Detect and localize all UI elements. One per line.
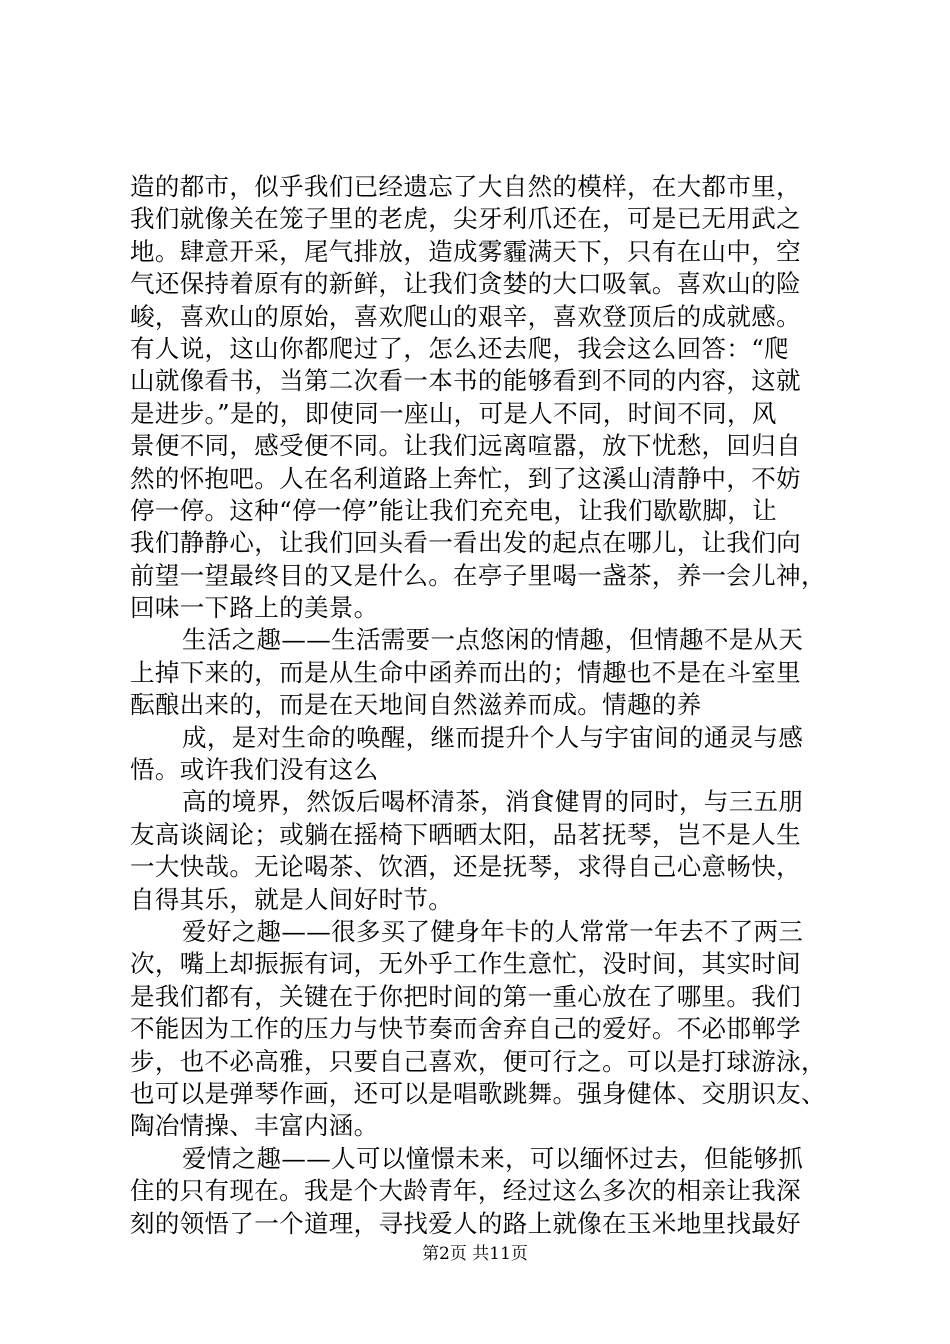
text-line: 次，嘴上却振振有词，无外乎工作生意忙，没时间，其实时间 bbox=[130, 949, 801, 979]
text-line: 停一停。这种“停一停”能让我们充充电，让我们歇歇脚，让 bbox=[130, 495, 777, 525]
text-line: 也可以是弹琴作画，还可以是唱歌跳舞。强身健体、交朋识友、 bbox=[130, 1078, 826, 1108]
text-line: 气还保持着原有的新鲜，让我们贪婪的大口吸氧。喜欢山的险 bbox=[130, 269, 801, 299]
text-line: 景便不同，感受便不同。让我们远离喧嚣，放下忧愁，回归自 bbox=[130, 431, 801, 461]
text-line: 然的怀抱吧。人在名利道路上奔忙，到了这溪山清静中，不妨 bbox=[130, 463, 801, 493]
body-text bbox=[130, 171, 830, 1240]
text-line: 前望一望最终目的又是什么。在亭子里喝一盏茶，养一会儿神， bbox=[130, 560, 826, 590]
text-line: 酝酿出来的，而是在天地间自然滋养而成。情趣的养 bbox=[130, 690, 702, 720]
text-line: 是我们都有，关键在于你把时间的第一重心放在了哪里。我们 bbox=[130, 981, 801, 1011]
text-line: 刻的领悟了一个道理，寻找爱人的路上就像在玉米地里找最好 bbox=[130, 1208, 801, 1238]
text-line: 一大快哉。无论喝茶、饮酒，还是抚琴，求得自己心意畅快， bbox=[130, 852, 801, 882]
text-line: 生活之趣——生活需要一点悠闲的情趣，但情趣不是从天 bbox=[182, 625, 804, 655]
text-line: 陶冶情操、丰富内涵。 bbox=[130, 1111, 379, 1141]
text-line: 友高谈阔论；或躺在摇椅下晒晒太阳，品茗抚琴，岂不是人生 bbox=[130, 819, 801, 849]
text-line: 我们静静心，让我们回头看一看出发的起点在哪儿，让我们向 bbox=[130, 528, 801, 558]
text-line: 步，也不必高雅，只要自己喜欢，便可行之。可以是打球游泳， bbox=[130, 1046, 826, 1076]
text-line: 峻，喜欢山的原始，喜欢爬山的艰辛，喜欢登顶后的成就感。 bbox=[130, 301, 801, 331]
page-footer bbox=[0, 1242, 950, 1266]
text-line: 地。肆意开采，尾气排放，造成雾霾满天下，只有在山中，空 bbox=[130, 236, 801, 266]
text-line: 自得其乐，就是人间好时节。 bbox=[130, 884, 454, 914]
text-line: 山就像看书，当第二次看一本书的能够看到不同的内容，这就 bbox=[130, 366, 801, 396]
text-line: 爱情之趣——人可以憧憬未来，可以缅怀过去，但能够抓 bbox=[182, 1143, 804, 1173]
text-line: 是进步。”是的，即使同一座山，可是人不同，时间不同，风 bbox=[130, 398, 777, 428]
page-number-label: 第2页 共11页 bbox=[422, 1244, 528, 1264]
text-line: 高的境界，然饭后喝杯清茶，消食健胃的同时，与三五朋 bbox=[182, 787, 804, 817]
text-line: 成，是对生命的唤醒，继而提升个人与宇宙间的通灵与感 bbox=[182, 722, 804, 752]
text-line: 悟。或许我们没有这么 bbox=[130, 755, 379, 785]
text-line: 回味一下路上的美景。 bbox=[130, 593, 379, 623]
text-line: 住的只有现在。我是个大龄青年，经过这么多次的相亲让我深 bbox=[130, 1176, 801, 1206]
text-line: 我们就像关在笼子里的老虎，尖牙利爪还在，可是已无用武之 bbox=[130, 204, 801, 234]
text-line: 不能因为工作的压力与快节奏而舍弃自己的爱好。不必邯郸学 bbox=[130, 1014, 801, 1044]
text-line: 爱好之趣——很多买了健身年卡的人常常一年去不了两三 bbox=[182, 916, 804, 946]
text-line: 上掉下来的，而是从生命中函养而出的；情趣也不是在斗室里 bbox=[130, 657, 801, 687]
text-line: 造的都市，似乎我们已经遗忘了大自然的模样，在大都市里， bbox=[130, 172, 801, 201]
text-line: 有人说，这山你都爬过了，怎么还去爬，我会这么回答：“爬 bbox=[130, 333, 789, 363]
